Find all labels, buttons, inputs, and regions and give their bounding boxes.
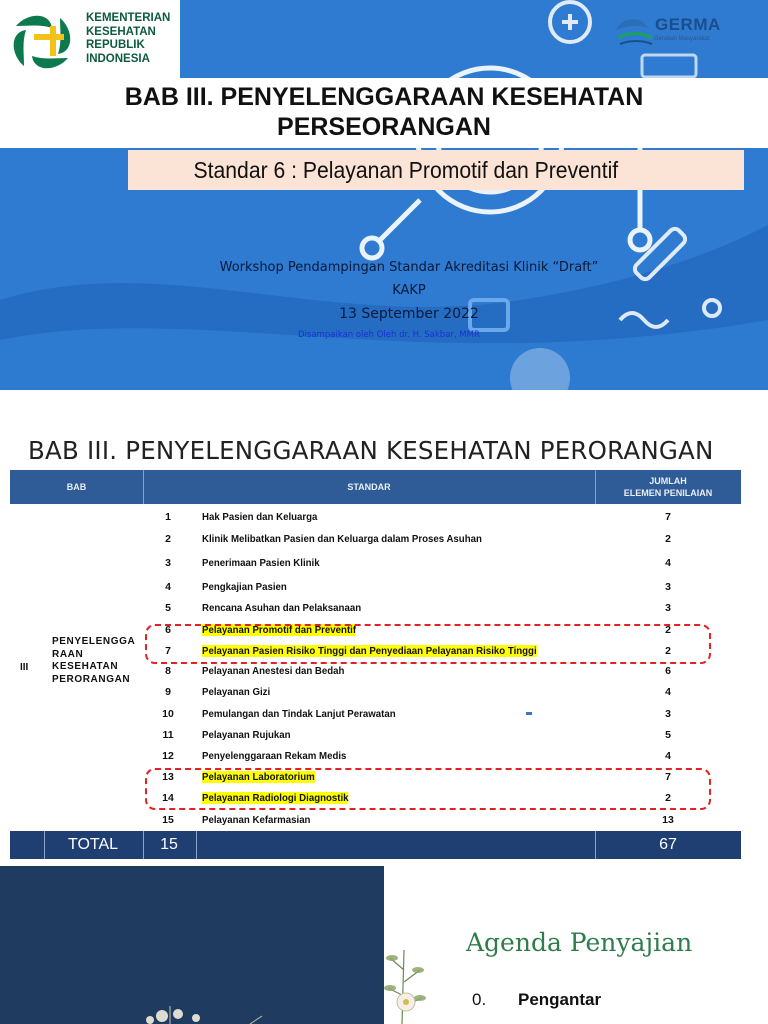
row-count: 13 xyxy=(662,814,674,826)
organizer: KAKP xyxy=(392,283,426,298)
total-count: 15 xyxy=(160,836,178,853)
row-count: 4 xyxy=(665,750,671,762)
row-number: 3 xyxy=(165,557,171,569)
agenda-item-number: 0. xyxy=(472,990,487,1009)
total-jumlah: 67 xyxy=(659,836,677,853)
table-row xyxy=(148,598,741,619)
row-number: 6 xyxy=(165,624,171,636)
agenda-left-panel xyxy=(0,866,384,1024)
bab-name-line: RAAN xyxy=(52,648,84,660)
row-number: 1 xyxy=(165,511,171,523)
slide-title-line: BAB III. PENYELENGGARAAN KESEHATAN xyxy=(124,83,644,111)
table-row xyxy=(148,507,741,528)
row-number: 9 xyxy=(165,686,171,698)
row-standard: Pelayanan Kefarmasian xyxy=(202,814,311,826)
row-count: 7 xyxy=(665,511,671,523)
table-row xyxy=(148,746,741,767)
agenda-title: Agenda Penyajian xyxy=(466,928,693,957)
table-row xyxy=(148,577,741,598)
germa-tagline: Gerakan Masyarakat xyxy=(654,36,710,42)
kemenkes-logo-icon xyxy=(6,8,78,74)
row-standard-highlighted: Pelayanan Radiologi Diagnostik xyxy=(202,792,349,804)
header-jumlah-line: JUMLAH xyxy=(649,476,687,486)
ministry-name-line: KEMENTERIAN xyxy=(86,12,171,24)
table-row xyxy=(148,529,741,550)
row-standard: Pelayanan Rujukan xyxy=(202,729,291,741)
row-number: 8 xyxy=(165,665,171,677)
row-number: 7 xyxy=(165,645,171,657)
row-count: 6 xyxy=(665,665,671,677)
row-number: 15 xyxy=(162,814,174,826)
slide-title xyxy=(0,82,768,142)
row-count: 2 xyxy=(665,792,671,804)
row-count: 2 xyxy=(665,533,671,545)
highlight-dashed-box xyxy=(145,624,711,664)
row-number: 5 xyxy=(165,602,171,614)
row-number: 13 xyxy=(162,771,174,783)
row-count: 2 xyxy=(665,624,671,636)
row-count: 7 xyxy=(665,771,671,783)
row-count: 4 xyxy=(665,557,671,569)
row-count: 4 xyxy=(665,686,671,698)
table-row xyxy=(148,553,741,574)
bab-name-line: PENYELENGGA xyxy=(52,636,136,647)
row-count: 5 xyxy=(665,729,671,741)
row-standard: Pengkajian Pasien xyxy=(202,581,287,593)
row-number: 4 xyxy=(165,581,171,593)
ministry-name-line: INDONESIA xyxy=(86,52,150,65)
row-standard: Pelayanan Gizi xyxy=(202,686,271,698)
stray-mark xyxy=(526,712,532,715)
bab-name-line: KESEHATAN xyxy=(52,661,119,672)
row-standard-highlighted: Pelayanan Promotif dan Preventif xyxy=(202,624,357,636)
table-row xyxy=(148,661,741,682)
row-standard: Pemulangan dan Tindak Lanjut Perawatan xyxy=(202,708,396,720)
row-standard: Penyelenggaraan Rekam Medis xyxy=(202,750,347,762)
bab-number: III xyxy=(20,662,29,673)
ministry-name-line: REPUBLIK xyxy=(86,39,145,51)
row-standard-highlighted: Pelayanan Pasien Risiko Tinggi dan Penyediaan Pelayanan Risiko Tinggi xyxy=(202,645,537,657)
botanical-illustration xyxy=(380,940,440,1024)
highlight-dashed-box xyxy=(145,768,711,810)
table-slide-title: BAB III. PENYELENGGARAAN KESEHATAN PERORANGAN xyxy=(28,436,714,465)
title-slide xyxy=(0,0,768,390)
table-row xyxy=(148,810,741,831)
agenda-item-text: Pengantar xyxy=(518,990,602,1009)
row-standard: Rencana Asuhan dan Pelaksanaan xyxy=(202,602,362,614)
row-number: 11 xyxy=(162,729,174,741)
row-standard-highlighted: Pelayanan Laboratorium xyxy=(202,771,315,783)
bab-name xyxy=(52,636,135,686)
row-standard: Klinik Melibatkan Pasien dan Keluarga dalam Proses Asuhan xyxy=(202,533,482,545)
bab-name-line: PERORANGAN xyxy=(52,673,131,685)
row-number: 14 xyxy=(162,792,174,804)
table-row xyxy=(148,704,741,725)
decorative-flowers xyxy=(0,866,384,1024)
table-row xyxy=(148,725,741,746)
table-row xyxy=(148,682,741,703)
header-jumlah xyxy=(595,470,741,504)
total-divider xyxy=(44,831,45,859)
row-number: 10 xyxy=(162,708,174,720)
row-standard: Penerimaan Pasien Klinik xyxy=(202,557,320,569)
header-bab: BAB xyxy=(66,482,87,492)
ministry-name xyxy=(86,12,170,66)
row-number: 12 xyxy=(162,750,174,762)
header-jumlah-line: ELEMEN PENILAIAN xyxy=(623,488,713,498)
total-divider xyxy=(196,831,197,859)
row-count: 3 xyxy=(665,708,671,720)
ministry-name-line: KESEHATAN xyxy=(86,25,156,38)
presenter-line: Disampaikan oleh Oleh dr. H. Sakbar, MMR xyxy=(298,330,480,340)
workshop-name: Workshop Pendampingan Standar Akreditasi Klinik “Draft” xyxy=(219,260,599,275)
row-number: 2 xyxy=(165,533,171,545)
slide-subtitle: Standar 6 : Pelayanan Promotif dan Preventif xyxy=(193,157,619,183)
event-date: 13 September 2022 xyxy=(339,306,479,322)
slide-title-line: PERSEORANGAN xyxy=(277,113,491,141)
row-count: 3 xyxy=(665,602,671,614)
agenda-item xyxy=(472,990,601,1010)
total-label: TOTAL xyxy=(67,836,119,853)
row-count: 3 xyxy=(665,581,671,593)
row-count: 2 xyxy=(665,645,671,657)
germa-logo-text: GERMA xyxy=(655,15,721,34)
row-standard: Hak Pasien dan Keluarga xyxy=(202,511,318,523)
row-standard: Pelayanan Anestesi dan Bedah xyxy=(202,665,345,677)
header-standar: STANDAR xyxy=(347,482,391,492)
